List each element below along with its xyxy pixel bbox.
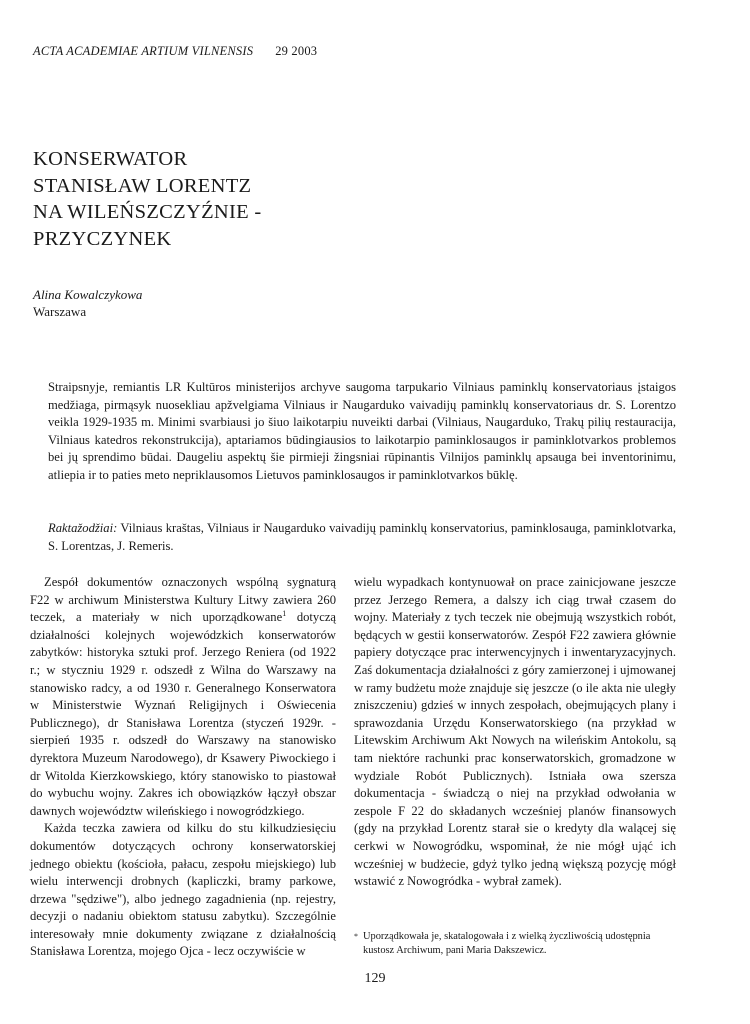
body-paragraph: wielu wypadkach kontynuował on prace zainicjowane jeszcze przez Jerzego Remera, a dalszy ich ciąg trwał czasem do wojny. Materiały z tych teczek nie obejmują wszystkich robót, będących w gestii konserwatorów. Zespół F22 zawiera głównie papiery dotyczące prac interwencyjnych i inwentaryzacyjnych. Zaś dokumentacja działalności z góry zamierzonej i ujmowanej w ramy budżetu może znajdujе się jeszcze (o ile akta nie uległy zniszczeniu) gdzieś w innych zespołach, obejmujących plany i sprawozdania Urzędu Konserwatorskiego (na przykład w Litewskim Archiwum Akt Nowych na wileńskim Antokolu, są tam niektóre rachunki prac konserwatorskich, gromadzone w wydziale Robót Publicznych). Istniała owa szersza dokumentacja - świadczą o niej na przykład odwołania w zespole F 22 do składanych wcześniej planów finansowych (gdy na przykład Lorentz starał sie o kredyty dla walącej się cerkwi w Nowogródku, wspominał, że nie mógł ująć ich wcześniej w budżecie, gdyż tylko jedną większą pozycję mógł wstawić z Nowogródka - wybrał zamek). bbox=[354, 575, 676, 889]
title-line: STANISŁAW LORENTZ bbox=[33, 174, 252, 197]
abstract: Straipsnyje, remiantis LR Kultūros ministerijos archyve saugoma tarpukario Vilniaus paminklų konservatoriaus įstaigos medžiaga, pirmąsyk nuosekliau apžvelgiama Vilniaus ir Naugarduko vaivadijų paminklų konservatoriaus dr. S. Lorentzo veikla 1929-1935 m. Minimi svarbiausi jo šiuo laikotarpiu nuveikti darbai (Vilniaus, Naugarduko, Trakų pilių restauracija, Vilniaus katedros rekonstrukcija), aptariamos būdingiausios to laikotarpio paminklosaugos ir paminklotvarkos problemos bei jų sprendimo būdai. Daugeliu aspektų šie pirmieji žingsniai rūpinantis Vilnijos paminklų apsauga bei inventorinimu, atliepia ir to paties meto nepriklausomos Lietuvos paminklosaugos ir paminklotvarkos būklę. bbox=[48, 380, 676, 482]
author-name: Alina Kowalczykowa bbox=[33, 287, 143, 302]
body-column-left bbox=[30, 574, 336, 961]
body-column-right bbox=[354, 574, 676, 891]
journal-name: ACTA ACADEMIAE ARTIUM VILNENSIS bbox=[33, 44, 254, 58]
body-paragraph bbox=[30, 574, 336, 820]
page-number: 129 bbox=[364, 971, 386, 986]
author-affiliation: Warszawa bbox=[33, 304, 87, 319]
footnote-ref: 1 bbox=[282, 609, 287, 618]
volume-year: 29 2003 bbox=[275, 44, 318, 58]
title-line: PRZYCZYNEK bbox=[33, 227, 172, 250]
keywords-label: Raktažodžiai: bbox=[48, 521, 118, 535]
body-paragraph: Każda teczka zawiera od kilku do stu kilkudziesięciu dokumentów dotyczących ochrony konserwatorskiej jednego obiektu (kościoła, pałacu, zespołu miejskiego) lub wielu interwencji drobnych (kapliczki, bramy parkowe, drzewa "sędziwe"), albo jednego zagadnienia (np. rejestry, decyzji o nadaniu obiektom statusu zabytku). Szczególnie interesowały mnie dokumenty związane z działalnością Stanisława Lorentza, mojego Ojca - lecz oczywiście w bbox=[30, 821, 336, 959]
title-line: KONSERWATOR bbox=[33, 148, 188, 170]
title-line: NA WILEŃSZCZYŹNIE - bbox=[33, 201, 262, 223]
paragraph-text: Zespół dokumentów oznaczonych wspólną sygnaturą F22 w archiwum Ministerstwa Kultury Litwy zawiera 260 teczek, a materiały w nich uporządkowane bbox=[30, 575, 336, 625]
running-head bbox=[33, 44, 317, 59]
footnote-mark: * bbox=[354, 932, 358, 941]
paragraph-text: dotyczą działalności kolejnych wojewódzkich konserwatorów zabytków: historyka sztuki prof. Jerzego Reniera (od 1922 r.; w styczniu 1929 r. odszedł z Wilna do Warszawy na stanowisko radcy, a od 1930 r. Generalnego Konserwatora w Ministerstwie Wyznań Religijnych i Oświecenia Publicznego), dr Stanisława Lorentza (styczeń 1929r. - sierpień 1935 r. odszedł do Warszawy na stanowisko dyrektora Muzeum Narodowego), dr Ksawery Piwockiego i dr Witolda Kierzkowskiego, który stanowisko to piastował do wybuchu wojny. Zakres ich obowiązków łączył obszar dawnych województw wileńskiego i nowogródzkiego. bbox=[30, 610, 336, 818]
footnote-text: Uporządkowała je, skatalogowała i z wielką życzliwością udostępnia kustosz Archiwum, pani Maria Dakszewicz. bbox=[363, 931, 651, 956]
article-title bbox=[33, 146, 373, 252]
footnote bbox=[354, 930, 676, 957]
keywords bbox=[48, 520, 676, 555]
keywords-text: Vilniaus kraštas, Vilniaus ir Naugarduko vaivadijų paminklų konservatorius, paminklosauga, paminklotvarka, S. Lorentzas, J. Remeris. bbox=[48, 521, 676, 553]
author-block bbox=[33, 286, 142, 320]
